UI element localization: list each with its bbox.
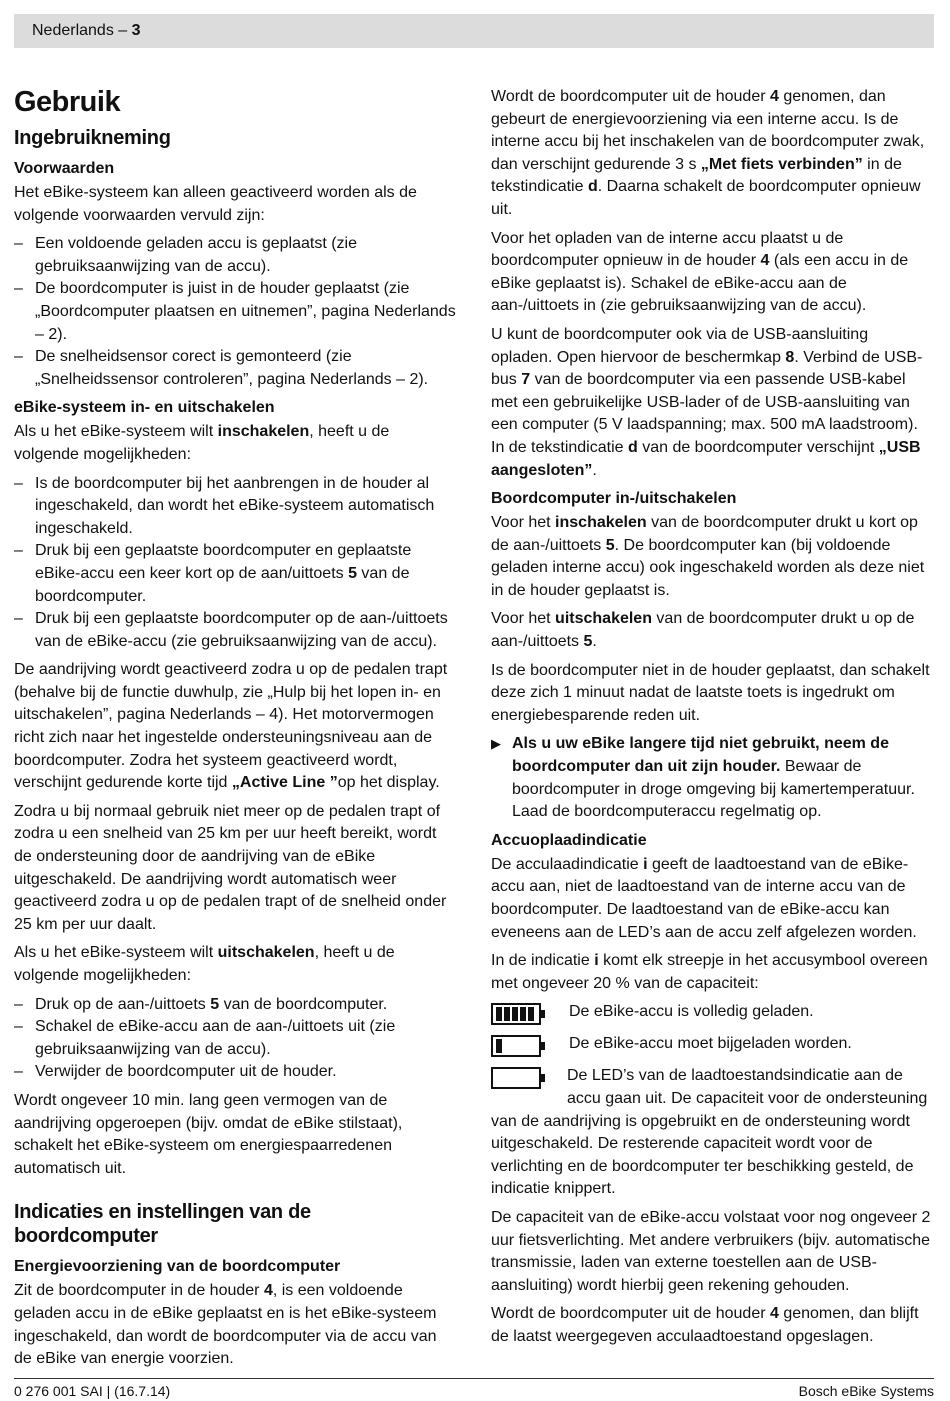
battery-full-icon	[491, 1003, 547, 1025]
instruction-item: ▶ Als u uw eBike langere tijd niet gebruikt, neem de boordcomputer dan uit zijn houder. Bewaar de boordcomputer in droge omgeving bij kamertemperatuur. Laad de boordcomputeraccu regelmatig op.	[491, 735, 915, 821]
footer-document-id: 0 276 001 SAI | (16.7.14)	[14, 1383, 171, 1399]
paragraph-usb: U kunt de boordcomputer ook via de USB-aansluiting opladen. Open hiervoor de beschermkap 8. Verbind de USB-bus 7 van de boordcomputer via een passende USB-kabel met een gebruikelijke USB-lader of de USB-aansluiting van een computer (5 V laadspanning; max. 500 mA laadstroom). In de tekstindicatie d van de boordcomputer verschijnt „USB aangesloten”.	[491, 325, 923, 479]
paragraph-opladen: Voor het opladen van de interne accu plaatst u de boordcomputer opnieuw in de houder 4 (als een accu in de eBike geplaatst is). Schakel de eBike-accu aan de aan-/uittoets in (zie gebruiksaanwijzing van de accu).	[491, 229, 909, 315]
section-title-gebruik: Gebruik	[14, 86, 121, 118]
header-page-number: 3	[131, 22, 141, 39]
heading-energievoorziening: Energievoorziening van de boordcomputer	[14, 1258, 341, 1276]
list-inschakelen	[14, 473, 456, 654]
battery-empty-text: De LED’s van de laadtoestandsindicatie aan de accu gaan uit. De capaciteit voor de ondersteuning van de aandrijving is opgebruikt en de ondersteuning wordt uitgeschakeld. De resterende capaciteit wordt voor de verlichting en de boordcomputer ter beschikking gesteld, de indicatie knippert.	[491, 1067, 928, 1198]
battery-full-row	[491, 1001, 933, 1025]
heading-voorwaarden: Voorwaarden	[14, 160, 115, 177]
battery-full-text: De eBike-accu is volledig geladen.	[569, 1003, 814, 1021]
heading-ingebruikneming: Ingebruikneming	[14, 127, 171, 149]
heading-accuoplaadindicatie: Accuoplaadindicatie	[491, 831, 647, 849]
list-voorwaarden	[14, 233, 456, 391]
battery-empty-row	[491, 1065, 933, 1201]
list-item: – Schakel de eBike-accu aan de aan-/uittoets uit (zie gebruiksaanwijzing van de accu).	[14, 1016, 456, 1061]
page-header	[14, 14, 934, 48]
paragraph-energievoorziening: Zit de boordcomputer in de houder 4, is een voldoende geladen accu in de eBike geplaatst en is het eBike-systeem ingeschakeld, dan wordt de boordcomputer via de accu van de eBike van energie voorzien.	[14, 1282, 437, 1368]
paragraph-indicatie-i: In de indicatie i komt elk streepje in het accusymbool overeen met ongeveer 20 % van de capaciteit:	[491, 952, 928, 992]
paragraph-uitschakelen: Als u het eBike-systeem wilt uitschakelen, heeft u de volgende mogelijkheden:	[14, 944, 395, 984]
heading-in-uitschakelen: eBike-systeem in- en uitschakelen	[14, 399, 275, 417]
list-item: – Is de boordcomputer bij het aanbrengen in de houder al ingeschakeld, dan wordt het eBike-systeem automatisch ingeschakeld.	[14, 473, 456, 541]
paragraph-capaciteit: De capaciteit van de eBike-accu volstaat voor nog ongeveer 2 uur fietsverlichting. Met andere verbruikers (bijv. automatische transmissie, laden van externe toestellen aan de USB-aansluiting) wordt hierbij geen rekening gehouden.	[491, 1208, 931, 1294]
paragraph-inschakelen: Als u het eBike-systeem wilt inschakelen, heeft u de volgende mogelijkheden:	[14, 423, 390, 463]
header-separator: –	[113, 22, 132, 39]
list-uitschakelen	[14, 994, 456, 1084]
heading-indicaties: Indicaties en instellingen van de boordcomputer	[14, 1201, 311, 1248]
paragraph-bc-inschakelen: Voor het inschakelen van de boordcomputer drukt u kort op de aan-/uittoets 5. De boordcomputer kan (bij voldoende geladen interne accu) ook ingeschakeld worden als deze niet in de houder geplaatst is.	[491, 514, 925, 599]
battery-low-icon	[491, 1035, 547, 1057]
header-language: Nederlands	[32, 22, 114, 39]
paragraph-niet-in-houder: Is de boordcomputer niet in de houder geplaatst, dan schakelt deze zich 1 minuut nadat de laatste toets is ingedrukt om energiebesparende reden uit.	[491, 661, 930, 724]
battery-low-text: De eBike-accu moet bijgeladen worden.	[569, 1035, 852, 1053]
list-item: – Verwijder de boordcomputer uit de houder.	[14, 1061, 456, 1084]
left-column	[14, 86, 456, 1377]
list-item: – De boordcomputer is juist in de houder geplaatst (zie „Boordcomputer plaatsen en uitnemen”, pagina Nederlands – 2).	[14, 278, 456, 346]
list-item: – Een voldoende geladen accu is geplaatst (zie gebruiksaanwijzing van de accu).	[14, 233, 456, 278]
paragraph-voorwaarden: Het eBike-systeem kan alleen geactiveerd worden als de volgende voorwaarden vervuld zijn:	[14, 184, 417, 224]
heading-boordcomputer-in-uit: Boordcomputer in-/uitschakelen	[491, 490, 737, 508]
right-column	[491, 86, 933, 1355]
list-item: – Druk bij een geplaatste boordcomputer en geplaatste eBike-accu een keer kort op de aan/uittoets 5 van de boordcomputer.	[14, 540, 456, 608]
battery-empty-icon	[491, 1067, 547, 1089]
list-item: – De snelheidsensor corect is gemonteerd (zie „Snelheidssensor controleren”, pagina Nederlands – 2).	[14, 346, 456, 391]
paragraph-aandrijving: De aandrijving wordt geactiveerd zodra u op de pedalen trapt (behalve bij de functie duwhulp, zie „Hulp bij het lopen in- en uitschakelen”, pagina Nederlands – 4). Het motorvermogen richt zich naar het ingestelde ondersteuningsniveau aan de boordcomputer. Zodra het systeem geactiveerd wordt, verschijnt gedurende korte tijd „Active Line ”op het display.	[14, 661, 448, 792]
paragraph-zodra: Zodra u bij normaal gebruik niet meer op de pedalen trapt of zodra u een snelheid van 25 km per uur heeft bereikt, wordt de ondersteuning door de aandrijving van de eBike uitgeschakeld. De aandrijving wordt automatisch weer geactiveerd zodra u op de pedalen trapt of de snelheid onder 25 km per uur daalt.	[14, 802, 447, 933]
triangle-bullet-icon: ▶	[491, 736, 501, 752]
list-item: – Druk op de aan-/uittoets 5 van de boordcomputer.	[14, 994, 456, 1017]
footer-divider	[14, 1378, 934, 1379]
paragraph-laatst-opgeslagen: Wordt de boordcomputer uit de houder 4 genomen, dan blijft de laatst weergegeven acculaadtoestand opgeslagen.	[491, 1305, 919, 1345]
paragraph-wordt-ongeveer: Wordt ongeveer 10 min. lang geen vermogen van de aandrijving opgeroepen (bijv. omdat de eBike stilstaat), schakelt het eBike-systeem om energiespaarredenen automatisch uit.	[14, 1091, 403, 1177]
list-item: – Druk bij een geplaatste boordcomputer op de aan-/uittoets van de eBike-accu (zie gebruiksaanwijzing van de accu).	[14, 608, 456, 653]
footer-brand: Bosch eBike Systems	[798, 1383, 934, 1399]
paragraph-uit-houder: Wordt de boordcomputer uit de houder 4 genomen, dan gebeurt de energievoorziening via een interne accu. Is de interne accu bij het inschakelen van de boordcomputer zwak, dan verschijnt gedurende 3 s „Met fiets verbinden” in de tekstindicatie d. Daarna schakelt de boordcomputer opnieuw uit.	[491, 88, 925, 218]
paragraph-acculaadindicatie: De acculaadindicatie i geeft de laadtoestand van de eBike-accu aan, niet de laadtoestand van de interne accu van de boordcomputer. De laadtoestand van de eBike-accu kan eveneens aan de LED’s aan de accu zelf afgelezen worden.	[491, 855, 917, 941]
battery-low-row	[491, 1033, 933, 1057]
paragraph-bc-uitschakelen: Voor het uitschakelen van de boordcomputer drukt u op de aan-/uittoets 5.	[491, 610, 915, 651]
